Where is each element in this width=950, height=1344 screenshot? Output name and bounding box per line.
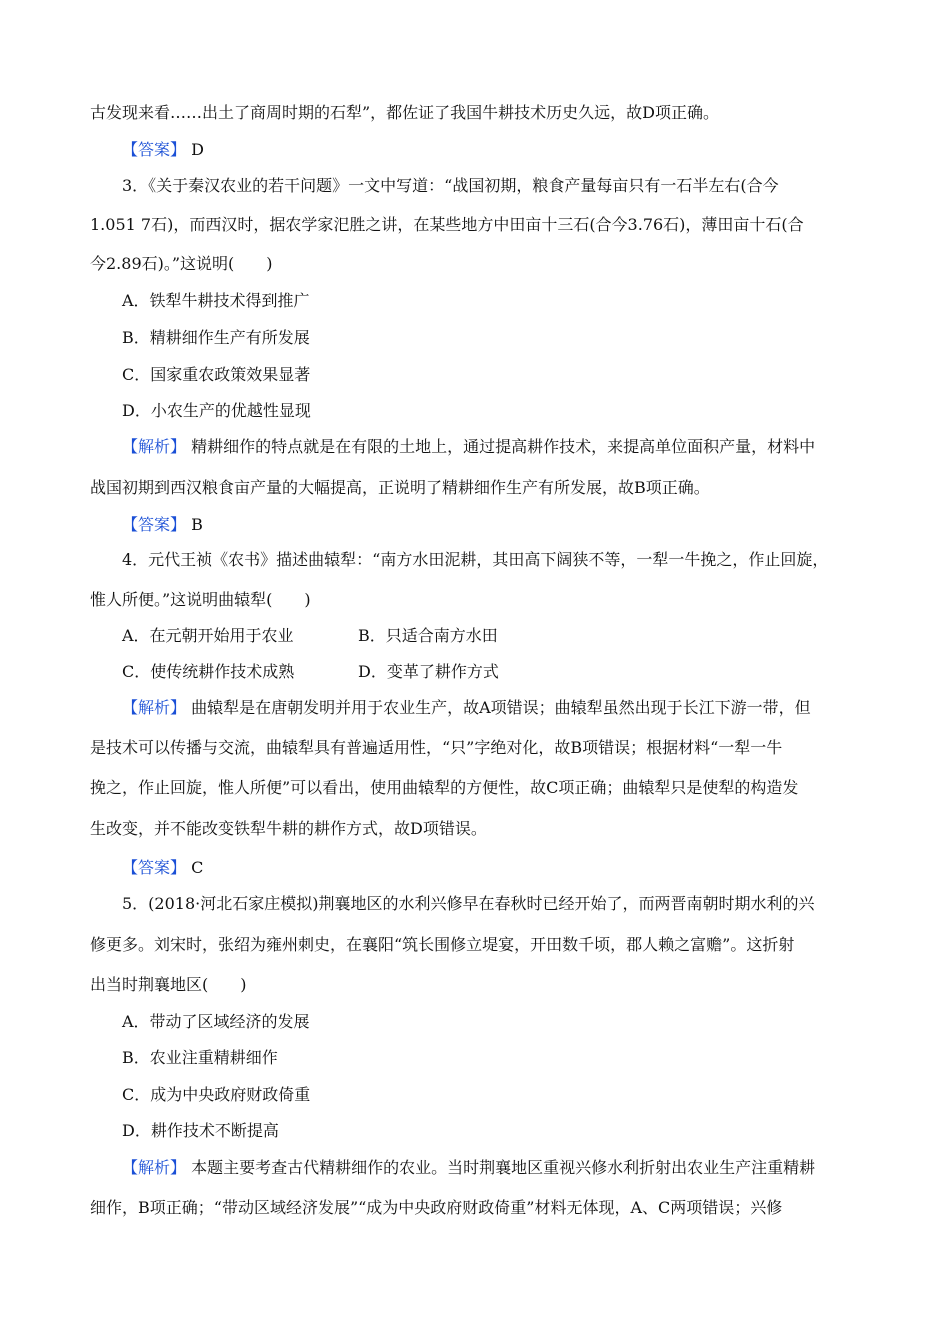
option-d: D．小农生产的优越性显现	[122, 401, 311, 420]
answer-line	[122, 139, 858, 161]
explanation-line: 是技术可以传播与交流，曲辕犁具有普遍适用性，“只”字绝对化，故B项错误；根据材料“一犁一牛	[90, 738, 783, 757]
explanation-text: 曲辕犁是在唐朝发明并用于农业生产，故A项错误；曲辕犁虽然出现于长江下游一带，但	[191, 698, 811, 717]
question-stem: 今2.89石)。”这说明( )	[90, 254, 273, 273]
option-d: D．变革了耕作方式	[358, 662, 499, 681]
explanation-tag: 【解析】	[122, 698, 187, 717]
option-d: D．耕作技术不断提高	[122, 1121, 279, 1140]
answer-value: D	[191, 140, 204, 159]
option-b: B．农业注重精耕细作	[122, 1048, 278, 1067]
explanation-line: 挽之，作止回旋，惟人所便”可以看出，使用曲辕犁的方便性，故C项正确；曲辕犁只是使犁的构造发	[90, 778, 799, 797]
question-stem: 5．(2018·河北石家庄模拟)荆襄地区的水利兴修早在春秋时已经开始了，而两晋南朝时期水利的兴	[122, 894, 815, 913]
explanation-tag: 【解析】	[122, 437, 187, 456]
explanation-line: 战国初期到西汉粮食亩产量的大幅提高，正说明了精耕细作生产有所发展，故B项正确。	[90, 478, 710, 497]
option-c: C．成为中央政府财政倚重	[122, 1085, 311, 1104]
question-stem: 1.051 7石)，而西汉时，据农学家汜胜之讲，在某些地方中田亩十三石(合今3.76石)，薄田亩十石(合	[90, 215, 804, 234]
question-stem: 4．元代王祯《农书》描述曲辕犁：“南方水田泥耕，其田高下阔狭不等，一犁一牛挽之，作止回旋，	[122, 550, 829, 569]
option-a: A．在元朝开始用于农业	[122, 626, 294, 645]
explanation-line	[122, 1157, 858, 1179]
option-c: C．国家重农政策效果显著	[122, 365, 311, 384]
answer-tag: 【答案】	[122, 140, 187, 159]
option-row	[122, 661, 858, 683]
answer-tag: 【答案】	[122, 858, 187, 877]
explanation-text: 精耕细作的特点就是在有限的土地上，通过提高耕作技术，来提高单位面积产量，材料中	[191, 437, 816, 456]
option-a: A．铁犁牛耕技术得到推广	[122, 291, 310, 310]
explanation-line: 细作，B项正确；“带动区域经济发展”“成为中央政府财政倚重”材料无体现，A、C两项错误；兴修	[90, 1198, 783, 1217]
answer-line	[122, 514, 858, 536]
answer-line	[122, 857, 858, 879]
option-b: B．只适合南方水田	[358, 626, 498, 645]
question-stem: 3．《关于秦汉农业的若干问题》一文中写道：“战国初期，粮食产量每亩只有一石半左右(合今	[122, 176, 779, 195]
question-stem: 惟人所便。”这说明曲辕犁( )	[90, 590, 311, 609]
option-a: A．带动了区域经济的发展	[122, 1012, 310, 1031]
answer-value: B	[191, 515, 203, 534]
question-stem: 出当时荆襄地区( )	[90, 975, 247, 994]
text-line: 古发现来看……出土了商周时期的石犁”，都佐证了我国牛耕技术历史久远，故D项正确。	[90, 103, 720, 122]
answer-tag: 【答案】	[122, 515, 187, 534]
explanation-text: 本题主要考查古代精耕细作的农业。当时荆襄地区重视兴修水利折射出农业生产注重精耕	[191, 1158, 816, 1177]
explanation-tag: 【解析】	[122, 1158, 187, 1177]
option-row	[122, 625, 858, 647]
explanation-line	[122, 697, 858, 719]
option-c: C．使传统耕作技术成熟	[122, 662, 295, 681]
explanation-line: 生改变，并不能改变铁犁牛耕的耕作方式，故D项错误。	[90, 819, 487, 838]
explanation-line	[122, 436, 858, 458]
question-stem: 修更多。刘宋时，张绍为雍州刺史，在襄阳“筑长围修立堤宴，开田数千顷，郡人赖之富赡”。这折射	[90, 935, 795, 954]
option-b: B．精耕细作生产有所发展	[122, 328, 310, 347]
answer-value: C	[191, 858, 204, 877]
